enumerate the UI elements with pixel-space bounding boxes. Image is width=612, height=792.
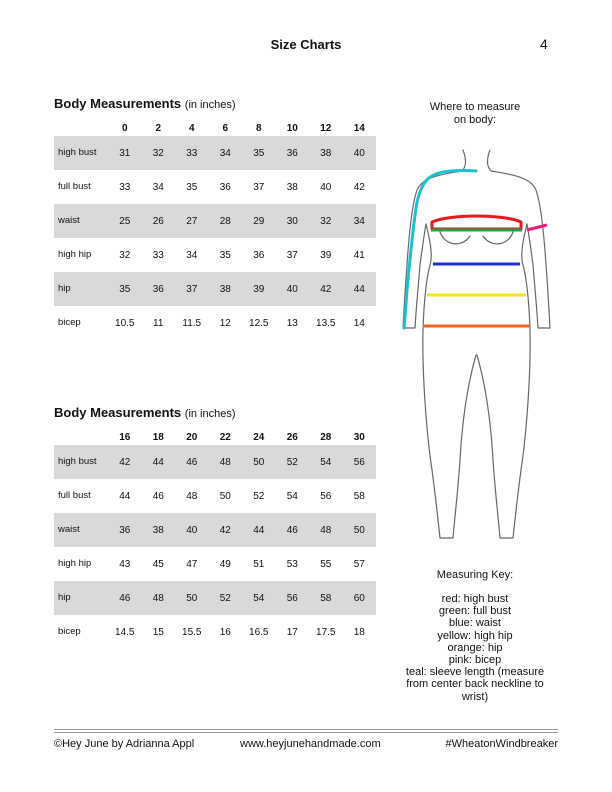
measurement-cell: 53 xyxy=(286,558,298,570)
measurement-cell: 48 xyxy=(142,581,176,615)
footer-divider xyxy=(54,732,558,733)
size-header-cell: 20 xyxy=(186,431,198,443)
right-leg xyxy=(477,330,530,538)
measurement-cell: 42 xyxy=(309,272,343,306)
measurement-cell: 48 xyxy=(186,490,198,502)
right-arm-outer xyxy=(491,171,550,328)
measurement-cell: 17 xyxy=(286,626,298,638)
left-leg xyxy=(423,330,476,538)
measurement-table xyxy=(54,120,376,340)
table-row xyxy=(54,238,376,272)
torso-left-line xyxy=(423,224,431,330)
measurement-cell: 36 xyxy=(219,181,231,193)
row-label: bicep xyxy=(58,317,81,328)
measurement-cell: 44 xyxy=(343,272,377,306)
measurement-cell: 40 xyxy=(343,136,377,170)
size-header-cell: 22 xyxy=(219,431,231,443)
body-outline xyxy=(403,150,550,538)
measuring-key-list xyxy=(384,593,566,703)
size-header-cell: 26 xyxy=(286,431,298,443)
measurement-cell: 32 xyxy=(119,249,131,261)
bicep-line xyxy=(527,225,547,230)
table-row xyxy=(54,479,376,513)
measurement-cell: 25 xyxy=(108,204,142,238)
size-header-cell: 6 xyxy=(222,122,229,134)
measurement-cell: 37 xyxy=(286,249,298,261)
measurement-cell: 44 xyxy=(119,490,131,502)
table-row xyxy=(54,445,376,479)
body-measurement-figure xyxy=(390,140,560,550)
figure-caption-line: Where to measure xyxy=(429,101,521,113)
size-header-cell: 10 xyxy=(286,122,298,134)
measurement-cell: 32 xyxy=(309,204,343,238)
measurement-cell: 55 xyxy=(320,558,332,570)
footer-copyright: ©Hey June by Adrianna Appl xyxy=(54,738,195,750)
size-header-cell: 16 xyxy=(119,431,131,443)
measurement-cell: 56 xyxy=(343,445,377,479)
table-row xyxy=(54,170,376,204)
measurement-cell: 40 xyxy=(276,272,310,306)
measurement-cell: 41 xyxy=(353,249,365,261)
measurement-cell: 14 xyxy=(353,317,365,329)
size-header-cell: 14 xyxy=(353,122,365,134)
measurement-cell: 38 xyxy=(309,136,343,170)
measurement-cell: 26 xyxy=(142,204,176,238)
measurement-cell: 46 xyxy=(152,490,164,502)
measurement-cell: 33 xyxy=(175,136,209,170)
measurement-cell: 52 xyxy=(276,445,310,479)
measurement-cell: 48 xyxy=(209,445,243,479)
key-item: blue: waist xyxy=(449,617,501,630)
measurement-cell: 11 xyxy=(153,317,164,329)
measurement-cell: 33 xyxy=(119,181,131,193)
measurement-cell: 47 xyxy=(186,558,198,570)
measurement-cell: 12.5 xyxy=(249,317,269,329)
measurement-cell: 13 xyxy=(286,317,298,329)
row-label: hip xyxy=(54,581,108,615)
high-bust-line xyxy=(432,216,521,229)
page-title: Size Charts xyxy=(270,37,342,52)
footer-website-link[interactable]: www.heyjunehandmade.com xyxy=(240,738,381,750)
measurement-cell: 16 xyxy=(219,626,231,638)
measurement-cell: 37 xyxy=(253,181,265,193)
table-row xyxy=(54,204,376,238)
measurement-cell: 44 xyxy=(242,513,276,547)
measurement-cell: 58 xyxy=(353,490,365,502)
page-number: 4 xyxy=(540,36,548,52)
bust-left-curve xyxy=(440,232,470,244)
sleeve-length-line xyxy=(404,171,476,328)
table-unit-note: (in inches) xyxy=(184,99,236,111)
measurement-cell: 36 xyxy=(142,272,176,306)
measurement-table-block-1 xyxy=(54,96,376,340)
key-item: pink: bicep xyxy=(448,654,502,667)
measurement-cell: 50 xyxy=(175,581,209,615)
measurement-cell: 17.5 xyxy=(316,626,336,638)
measurement-cell: 34 xyxy=(152,181,164,193)
measurement-cell: 56 xyxy=(276,581,310,615)
table-row xyxy=(54,136,376,170)
key-item: green: full bust xyxy=(438,605,512,618)
table-row xyxy=(54,615,376,649)
measurement-cell: 60 xyxy=(343,581,377,615)
measurement-cell: 43 xyxy=(119,558,131,570)
size-header-cell: 24 xyxy=(253,431,265,443)
table-row xyxy=(54,581,376,615)
measurement-cell: 32 xyxy=(142,136,176,170)
measurement-cell: 51 xyxy=(253,558,265,570)
row-label: hip xyxy=(54,272,108,306)
row-label: high bust xyxy=(54,445,108,479)
measurement-cell: 52 xyxy=(253,490,265,502)
measurement-cell: 46 xyxy=(175,445,209,479)
row-label: waist xyxy=(54,513,108,547)
measurement-cell: 18 xyxy=(353,626,365,638)
neck-left-line xyxy=(462,150,466,171)
table-heading xyxy=(54,96,376,114)
measurement-cell: 38 xyxy=(286,181,298,193)
key-item: red: high bust xyxy=(441,593,509,605)
measurement-cell: 14.5 xyxy=(115,626,135,638)
corner-cell xyxy=(54,120,108,136)
size-header-cell: 28 xyxy=(320,431,332,443)
measurement-cell: 34 xyxy=(343,204,377,238)
torso-right-line xyxy=(522,224,530,330)
footer-divider xyxy=(54,729,558,730)
measurement-cell: 54 xyxy=(309,445,343,479)
measurement-cell: 35 xyxy=(242,136,276,170)
measurement-cell: 31 xyxy=(108,136,142,170)
measurement-cell: 52 xyxy=(209,581,243,615)
size-header-cell: 2 xyxy=(155,122,162,134)
key-item: from center back neckline to xyxy=(406,678,544,691)
size-header-cell: 4 xyxy=(188,122,195,134)
table-unit-note: (in inches) xyxy=(184,408,236,420)
measurement-cell: 15 xyxy=(152,626,164,638)
measurement-cell: 30 xyxy=(276,204,310,238)
measurement-cell: 34 xyxy=(209,136,243,170)
measurement-cell: 16.5 xyxy=(249,626,269,638)
measurement-cell: 38 xyxy=(209,272,243,306)
corner-cell xyxy=(54,429,108,445)
measurement-cell: 35 xyxy=(108,272,142,306)
row-label: bicep xyxy=(58,626,81,637)
table-title: Body Measurements xyxy=(54,96,182,111)
size-header-row xyxy=(54,429,376,445)
table-heading xyxy=(54,405,376,423)
measurement-cell: 33 xyxy=(152,249,164,261)
measurement-cell: 39 xyxy=(320,249,332,261)
measurement-cell: 37 xyxy=(175,272,209,306)
figure-caption xyxy=(416,101,534,127)
measurement-cell: 35 xyxy=(186,181,198,193)
size-header-cell: 30 xyxy=(353,431,365,443)
measurement-cell: 46 xyxy=(108,581,142,615)
measurement-cell: 54 xyxy=(242,581,276,615)
table-row xyxy=(54,272,376,306)
measurement-cell: 50 xyxy=(219,490,231,502)
measurement-cell: 46 xyxy=(276,513,310,547)
measurement-cell: 29 xyxy=(242,204,276,238)
neck-right-line xyxy=(488,150,492,171)
measurement-cell: 36 xyxy=(108,513,142,547)
measurement-cell: 42 xyxy=(353,181,365,193)
measurement-cell: 49 xyxy=(219,558,231,570)
footer-hashtag: #WheatonWindbreaker xyxy=(445,738,558,750)
table-row xyxy=(54,306,376,340)
measurement-cell: 42 xyxy=(209,513,243,547)
measurement-cell: 39 xyxy=(242,272,276,306)
row-label: high hip xyxy=(58,249,92,260)
bust-right-curve xyxy=(483,232,513,244)
measurement-cell: 54 xyxy=(286,490,298,502)
measurement-cell: 50 xyxy=(242,445,276,479)
measurement-cell: 48 xyxy=(309,513,343,547)
measurement-cell: 34 xyxy=(186,249,198,261)
measurement-cell: 42 xyxy=(108,445,142,479)
table-row xyxy=(54,513,376,547)
table-title: Body Measurements xyxy=(54,405,182,420)
row-label: waist xyxy=(54,204,108,238)
key-item: wrist) xyxy=(461,690,489,703)
measurement-table xyxy=(54,429,376,649)
measurement-cell: 45 xyxy=(152,558,164,570)
key-item: yellow: high hip xyxy=(437,629,513,642)
measurement-cell: 10.5 xyxy=(115,317,135,329)
row-label: high bust xyxy=(54,136,108,170)
size-header-cell: 12 xyxy=(320,122,332,134)
row-label: high hip xyxy=(58,558,92,569)
measurement-cell: 27 xyxy=(175,204,209,238)
size-header-cell: 8 xyxy=(255,122,262,134)
row-label: full bust xyxy=(58,181,91,192)
size-header-row xyxy=(54,120,376,136)
measurement-cell: 40 xyxy=(320,181,332,193)
size-header-cell: 18 xyxy=(152,431,164,443)
measurement-table-block-2 xyxy=(54,405,376,649)
measurement-cell: 15.5 xyxy=(182,626,202,638)
figure-caption-line: on body: xyxy=(453,114,497,126)
measurement-cell: 35 xyxy=(219,249,231,261)
measurement-cell: 13.5 xyxy=(316,317,336,329)
key-item: orange: hip xyxy=(447,641,503,654)
measurement-cell: 36 xyxy=(276,136,310,170)
table-row xyxy=(54,547,376,581)
measurement-cell: 50 xyxy=(343,513,377,547)
measurement-cell: 11.5 xyxy=(182,317,202,329)
measurement-cell: 57 xyxy=(353,558,365,570)
size-header-cell: 0 xyxy=(121,122,128,134)
measurement-cell: 36 xyxy=(253,249,265,261)
measuring-key-title: Measuring Key: xyxy=(436,569,514,581)
key-item: teal: sleeve length (measure xyxy=(405,666,545,679)
measurement-cell: 56 xyxy=(320,490,332,502)
measurement-cell: 28 xyxy=(209,204,243,238)
measurement-cell: 40 xyxy=(175,513,209,547)
measurement-cell: 44 xyxy=(142,445,176,479)
measurement-cell: 12 xyxy=(219,317,231,329)
measurement-cell: 38 xyxy=(142,513,176,547)
measurement-cell: 58 xyxy=(309,581,343,615)
row-label: full bust xyxy=(58,490,91,501)
